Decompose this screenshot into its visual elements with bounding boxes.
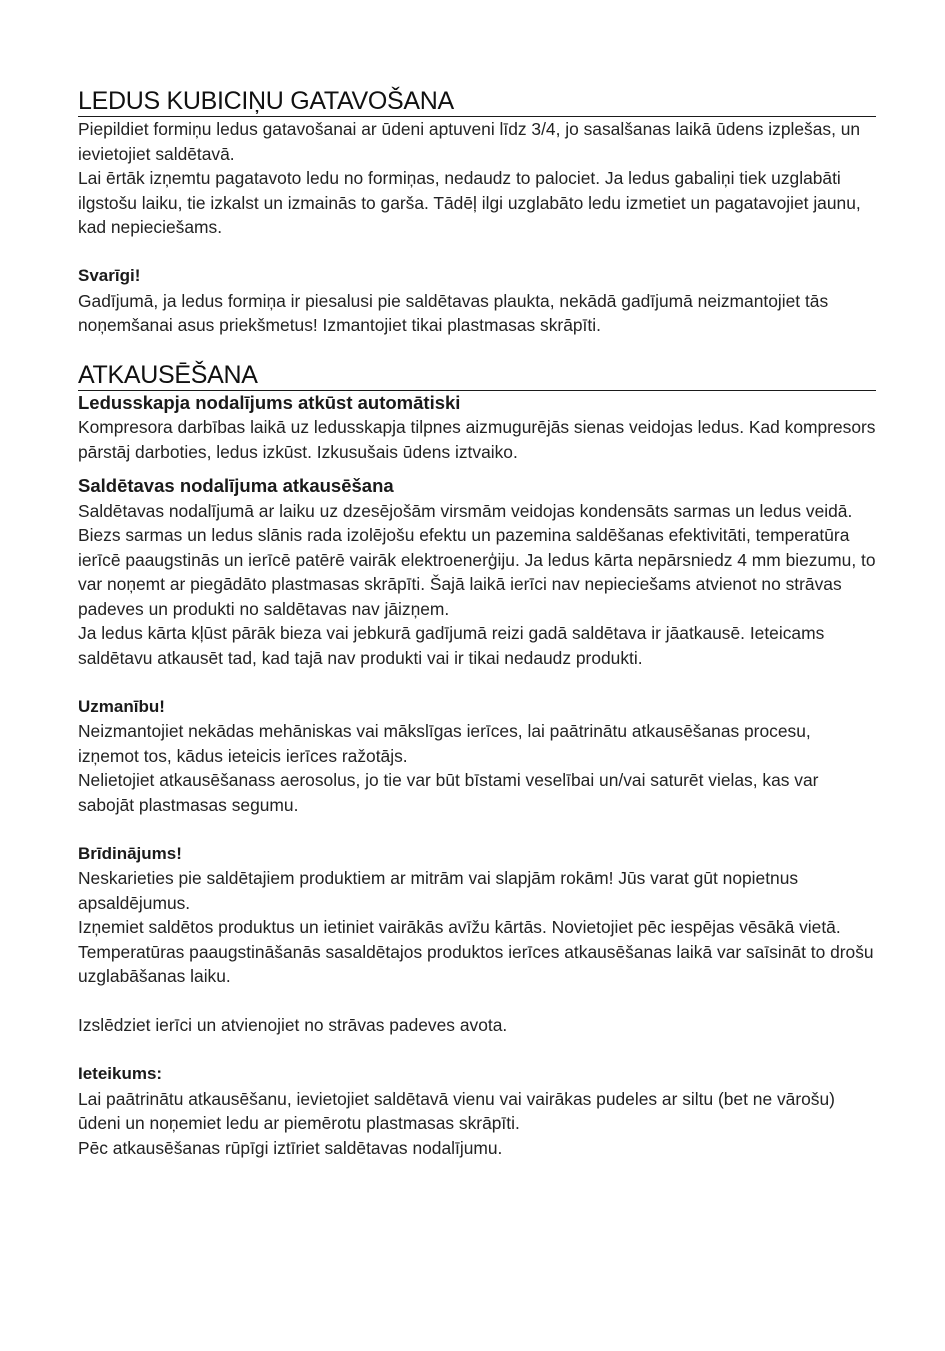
spacer (78, 240, 876, 265)
fridge-defrost-heading: Ledusskapja nodalījums atkūst automātiski (78, 391, 461, 413)
tip-heading: Ieteikums: (78, 1064, 163, 1083)
attention-paragraph-2: Nelietojiet atkausēšanass aerosolus, jo tie var būt bīstami veselībai un/vai saturēt vielas, kas var sabojāt plastmasas segumu. (78, 770, 819, 815)
freezer-defrost-paragraph-2: Ja ledus kārta kļūst pārāk bieza vai jebkurā gadījumā reizi gadā saldētava ir jāatkausē. Ieteicams saldētavu atkausēt tad, kad tajā nav produkti vai ir tikai nedaudz produkti. (78, 623, 825, 668)
spacer (78, 670, 876, 695)
freezer-defrost-heading: Saldētavas nodalījuma atkausēšana (78, 475, 394, 496)
freezer-defrost-paragraph-1: Saldētavas nodalījumā ar laiku uz dzesējošām virsmām veidojas kondensāts sarmas un ledus veidā. Biezs sarmas un ledus slānis rada izolējošu efektu un pazemina saldēšanas efektivitāti, temperatūra ierīcē paaugstinās un ierīcē patērē vairāk elektroenerģiju. Ja ledus kārta nepārsniedz 4 mm biezumu, to var noņemt ar piegādāto plastmasas skrāpīti. Šajā laikā ierīci nav nepieciešams atvienot no strāvas padeves un produkti no saldētavas nav jāizņem. (78, 500, 876, 619)
manual-page (78, 86, 876, 1160)
ice-cubes-paragraph-1: Piepildiet formiņu ledus gatavošanai ar ūdeni aptuveni līdz 3/4, jo sasalšanas laikā ūdens izplešas, un ievietojiet saldētavā. (78, 119, 861, 164)
attention-heading: Uzmanību! (78, 696, 165, 716)
spacer (78, 1038, 876, 1063)
warning-heading: Brīdinājums! (78, 843, 182, 863)
ice-cubes-paragraph-2: Lai ērtāk izņemtu pagatavoto ledu no formiņas, nedaudz to palociet. Ja ledus gabaliņi tiek uzglabāti ilgstošu laiku, tie izkalst un izmainās to garša. Tādēļ ilgi uzglabāto ledu izmetiet un pagatavojiet jaunu, kad nepieciešams. (78, 168, 861, 237)
warning-paragraph-2: Izņemiet saldētos produktus un ietiniet vairākās avīžu kārtās. Novietojiet pēc iespējas vēsākā vietā. Temperatūras paaugstināšanās sasaldētajos produktos ierīces atkausēšanas laikā var saīsināt to drošu uzglabāšanas laiku. (78, 917, 874, 986)
tip-paragraph-1: Lai paātrinātu atkausēšanu, ievietojiet saldētavā vienu vai vairākas pudeles ar siltu (bet ne vārošu) ūdeni un noņemiet ledu ar piemērotu plastmasas skrāpīti. (78, 1088, 835, 1133)
tip-paragraph-2: Pēc atkausēšanas rūpīgi iztīriet saldētavas nodalījumu. (78, 1137, 503, 1158)
warning-paragraph-1: Neskarieties pie saldētajiem produktiem ar mitrām vai slapjām rokām! Jūs varat gūt nopietnus apsaldējumus. (78, 868, 799, 913)
spacer (78, 464, 876, 474)
section-title-defrosting: ATKAUSĒŠANA (78, 360, 876, 391)
fridge-defrost-text: Kompresora darbības laikā uz ledusskapja tilpnes aizmugurējās sienas veidojas ledus. Kad kompresors pārstāj darboties, ledus izkūst. Izkusušais ūdens iztvaiko. (78, 417, 876, 462)
important-text: Gadījumā, ja ledus formiņa ir piesalusi pie saldētavas plaukta, nekādā gadījumā neizmantojiet tās noņemšanai asus priekšmetus! Izmantojiet tikai plastmasas skrāpīti. (78, 290, 829, 335)
important-heading: Svarīgi! (78, 266, 141, 285)
spacer (78, 989, 876, 1014)
spacer (78, 817, 876, 842)
attention-paragraph-1: Neizmantojiet nekādas mehāniskas vai mākslīgas ierīces, lai paātrinātu atkausēšanas procesu, izņemot tos, kādus ieteicis ierīces ražotājs. (78, 721, 811, 766)
section-title-ice-cubes: LEDUS KUBICIŅU GATAVOŠANA (78, 86, 876, 117)
unplug-instruction: Izslēdziet ierīci un atvienojiet no strāvas padeves avota. (78, 1015, 508, 1035)
